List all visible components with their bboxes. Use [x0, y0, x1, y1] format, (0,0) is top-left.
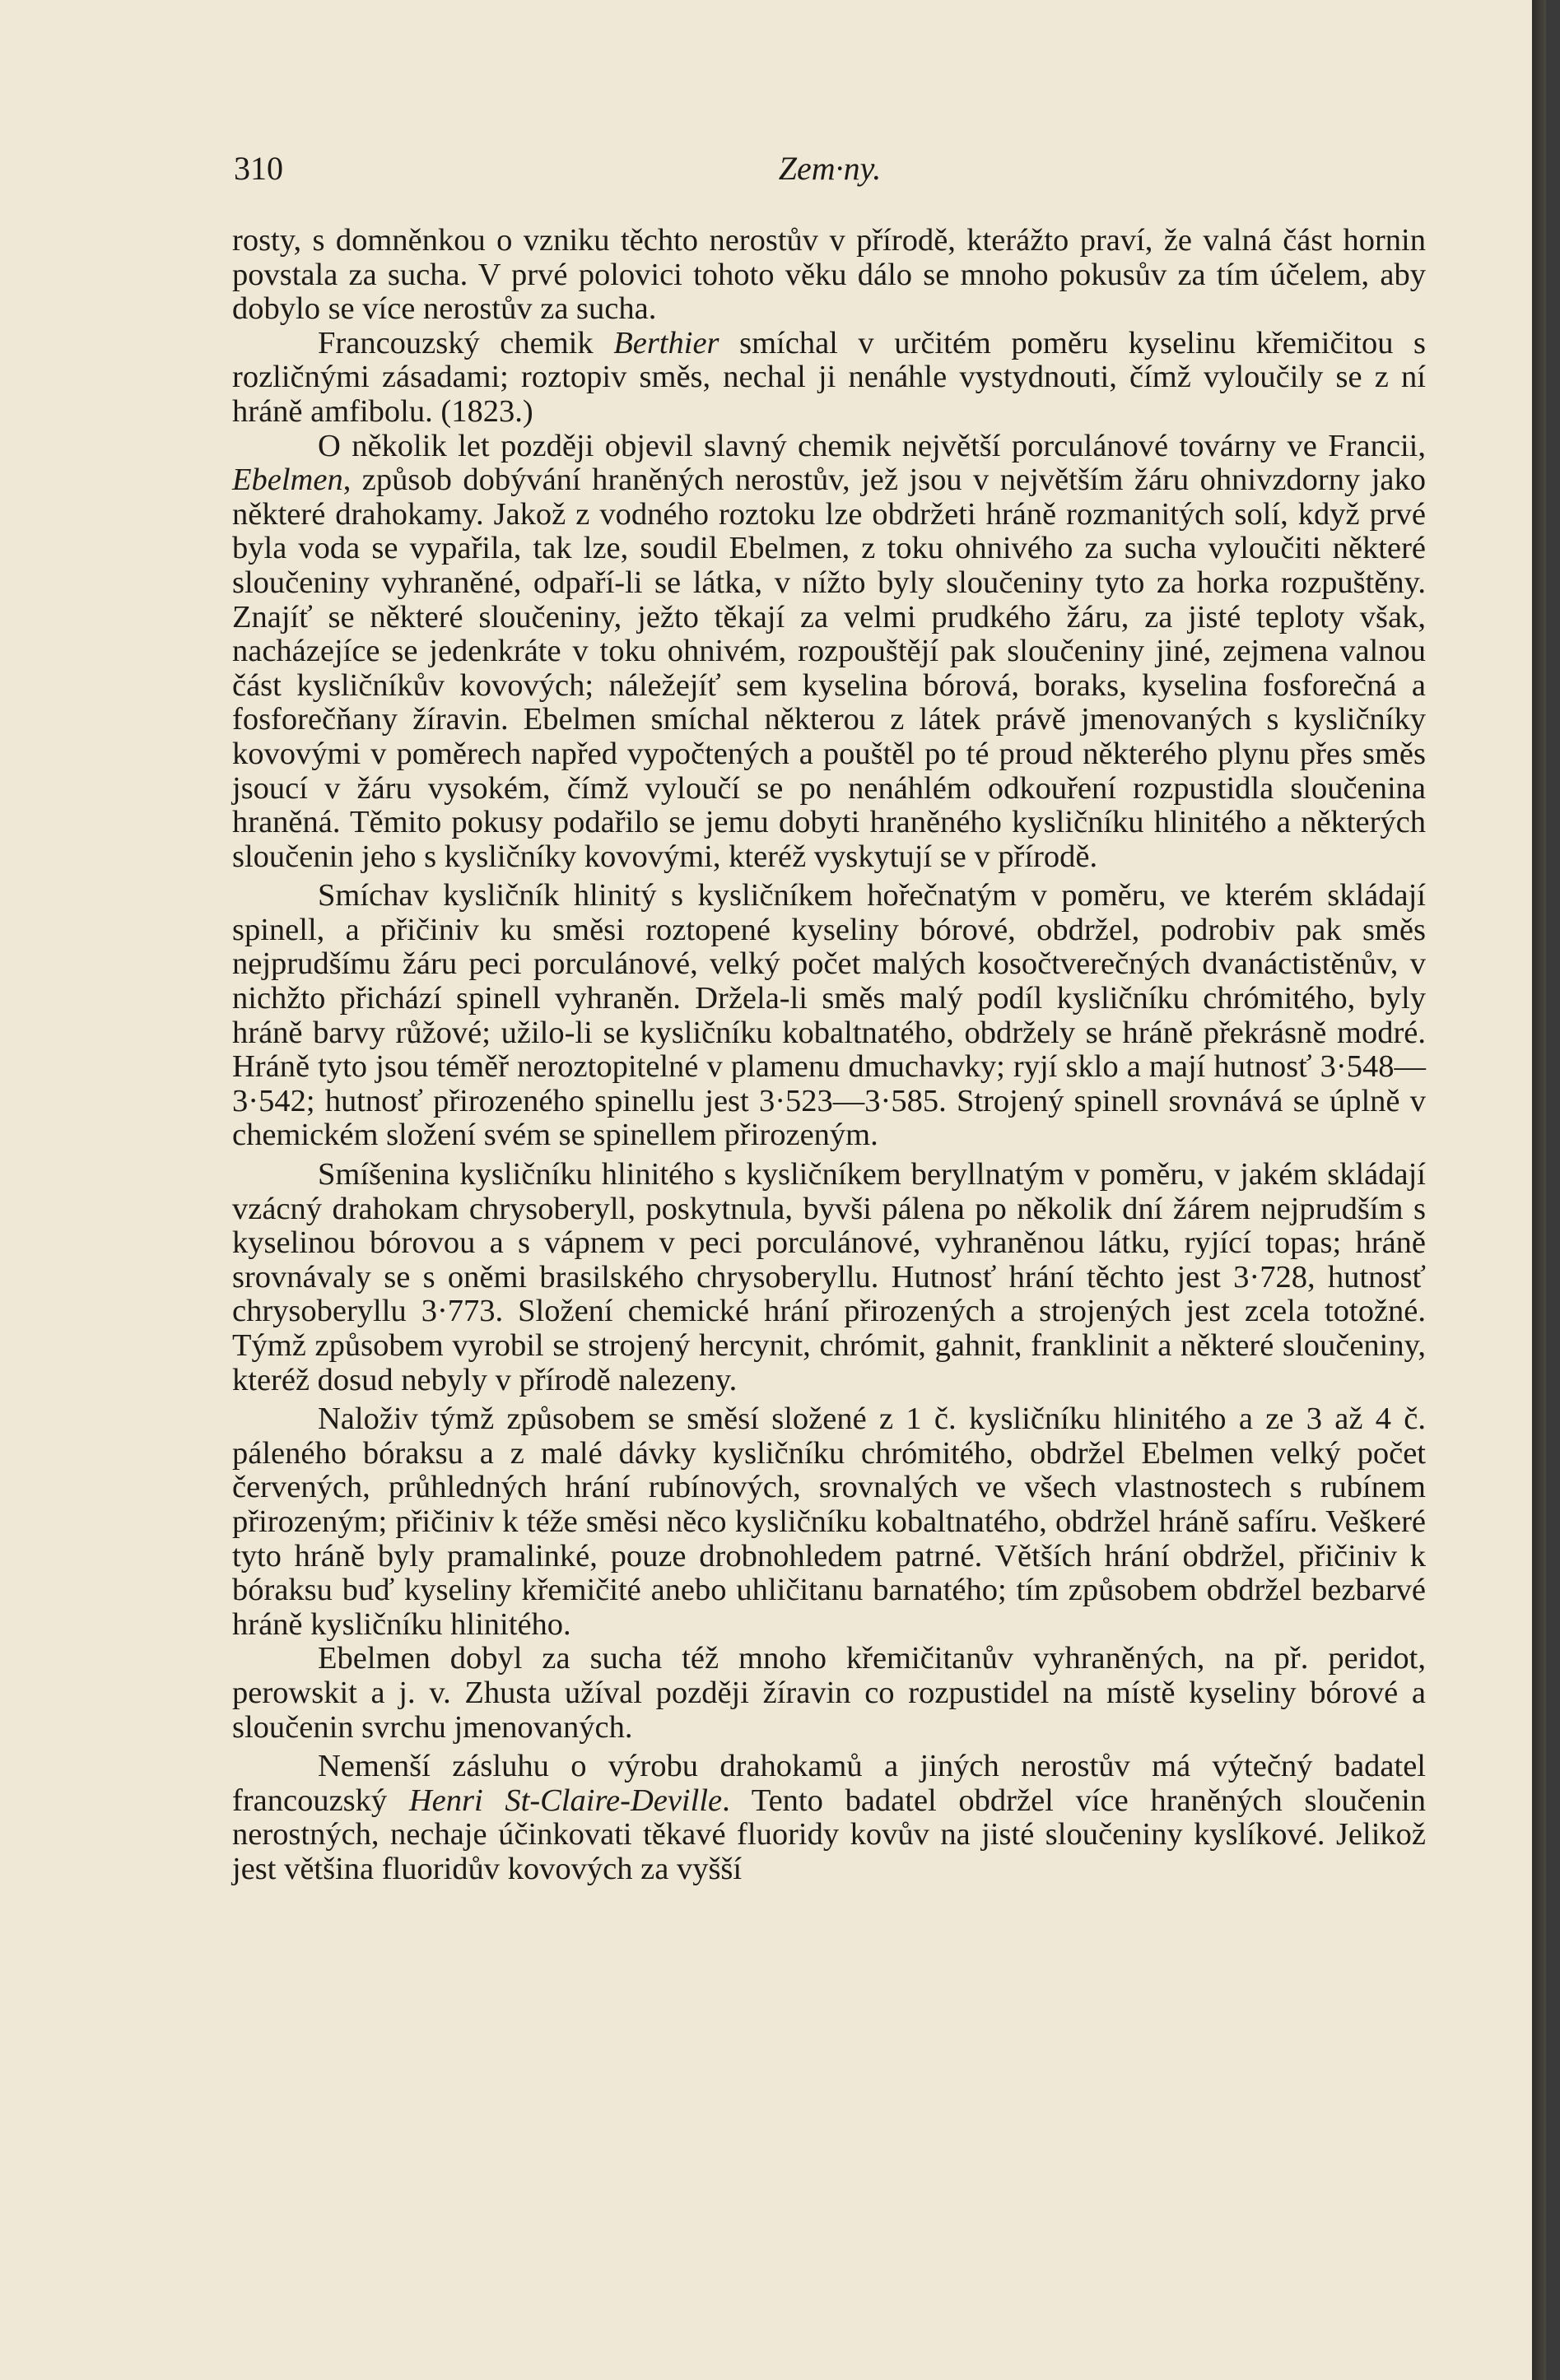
body-text: [232, 224, 1426, 1887]
paragraph-8: [232, 1750, 1426, 1886]
text-span: O několik let později objevil slavný chemik největší porculánové továrny ve Francii,: [318, 428, 1426, 463]
page-header: [234, 148, 1426, 189]
page-number: 310: [234, 150, 283, 187]
running-title: Zem·ny.: [778, 150, 882, 187]
text-span: Nemenší zásluhu o výrobu drahokamů a jiných nerostův má výtečný badatel francouzský: [232, 1749, 1426, 1818]
text-span: smíchal v určitém poměru kyselinu křemičitou s rozličnými zásadami; roztopiv směs, nechal ji nenáhle vystydnouti, čímž vyloučily se z ní hráně amfibolu. (1823.): [232, 325, 1426, 429]
text-span: Francouzský chemik: [318, 325, 614, 360]
text-span: . Tento badatel obdržel více hraněných sloučenin nerostných, nechaje účinkovati těkavé fluoridy kovův na jisté sloučeniny kyslíkové. Jelikož jest většina fluoridův kovových za vyšší: [232, 1783, 1427, 1886]
paragraph-4: [232, 879, 1426, 1153]
person-name-deville: Henri St-Claire-Deville: [408, 1783, 723, 1818]
page-edge-shadow: [1532, 0, 1546, 2380]
paragraph-1: [232, 224, 1426, 327]
person-name-berthier: Berthier: [613, 325, 719, 360]
person-name-ebelmen: Ebelmen: [232, 463, 343, 498]
paragraph-6: [232, 1402, 1426, 1642]
text-span: Naloživ týmž způsobem se směsí složené z 1 č. kysličníku hlinitého a ze 3 až 4 č. páleného bóraksu a z malé dávky kysličníku chrómitého, obdržel Ebelmen velký počet červených, průhledných hrání rubínových, srovnalých ve všech vlastnostech s rubínem přirozeným; přičiniv k téže směsi něco kysličníku kobaltnatého, obdržel hráně safíru. Veškeré tyto hráně byly pramalinké, pouze drobnohledem patrné. Větších hrání obdržel, přičiniv k bóraksu buď kyseliny křemičité anebo uhličitanu barnatého; tím způsobem obdržel bezbarvé hráně kysličníku hlinitého.: [232, 1402, 1426, 1642]
text-span: , způsob dobývání hraněných nerostův, jež jsou v největším žáru ohnivzdorny jako některé drahokamy. Jakož z vodného roztoku lze obdržeti hráně rozmanitých solí, když prvé byla voda se vypařila, tak lze, soudil Ebelmen, z toku ohnivého za sucha vyloučiti některé sloučeniny vyhraněné, odpaří-li se látka, v nížto byly sloučeniny tyto za horka rozpuštěny. Znajíť se některé sloučeniny, ježto těkají za velmi prudkého žáru, za jisté teploty však, nacházejíce se jedenkráte v toku ohnivém, rozpouštějí pak sloučeniny jiné, zejmena valnou část kysličníkův kovových; náležejíť sem kyselina bórová, boraks, kyselina fosforečná a fosforečňany žíravin. Ebelmen smíchal některou z látek právě jmenovaných s kysličníky kovovými v poměrech napřed vypočtených a pouštěl po té proud některého plynu přes směs jsoucí v žáru vysokém, čímž vyloučí se po nenáhlém odkouření rozpustidla sloučenina hraněná. Těmito pokusy podařilo se jemu dobyti hraněného kysličníku hlinitého a některých sloučenin jeho s kysličníky kovovými, kteréž vyskytují se v přírodě.: [232, 463, 1426, 874]
text-span: Smíšenina kysličníku hlinitého s kysličníkem beryllnatým v poměru, v jakém skládají vzácný drahokam chrysoberyll, poskytnula, byvši pálena po několik dní žárem nejprudším s kyselinou bórovou a s vápnem v peci porculánové, vyhraněnou látku, ryjící topas; hráně srovnávaly se s oněmi brasilského chrysoberyllu. Hutnosť hrání těchto jest 3·728, hutnosť chrysoberyllu 3·773. Složení chemické hrání přirozených a strojených jest zcela totožné. Týmž způsobem vyrobil se strojený hercynit, chrómit, gahnit, franklinit a některé sloučeniny, kteréž dosud nebyly v přírodě nalezeny.: [232, 1157, 1426, 1397]
paragraph-5: [232, 1158, 1426, 1397]
paragraph-7: [232, 1642, 1426, 1745]
text-span: Smíchav kysličník hlinitý s kysličníkem hořečnatým v poměru, ve kterém skládají spinell, a přičiniv ku směsi roztopené kyseliny bórové, obdržel, podrobiv pak směs nejprudšímu žáru peci porculánové, velký počet malých kosočtverečných dvanáctistěnův, v nichžto přichází spinell vyhraněn. Držela-li směs malý podíl kysličníku chrómitého, byly hráně barvy růžové; užilo-li se kysličníku kobaltnatého, obdržely se hráně překrásně modré. Hráně tyto jsou téměř neroztopitelné v plamenu dmuchavky; ryjí sklo a mají hutnosť 3·548—3·542; hutnosť přirozeného spinellu jest 3·523—3·585. Strojený spinell srovnává se úplně v chemickém složení svém se spinellem přirozeným.: [232, 878, 1426, 1153]
text-span: rosty, s domněnkou o vzniku těchto nerostův v přírodě, kterážto praví, že valná část hornin povstala za sucha. V prvé polovici tohoto věku dálo se mnoho pokusův za tím účelem, aby dobylo se více nerostův za sucha.: [232, 223, 1426, 327]
paragraph-3: [232, 430, 1426, 875]
text-span: Ebelmen dobyl za sucha též mnoho křemičitanův vyhraněných, na př. peridot, perowskit a j. v. Zhusta užíval později žíravin co rozpustidel na místě kyseliny bórové a sloučenin svrchu jmenovaných.: [232, 1641, 1426, 1745]
paragraph-2: [232, 327, 1426, 430]
